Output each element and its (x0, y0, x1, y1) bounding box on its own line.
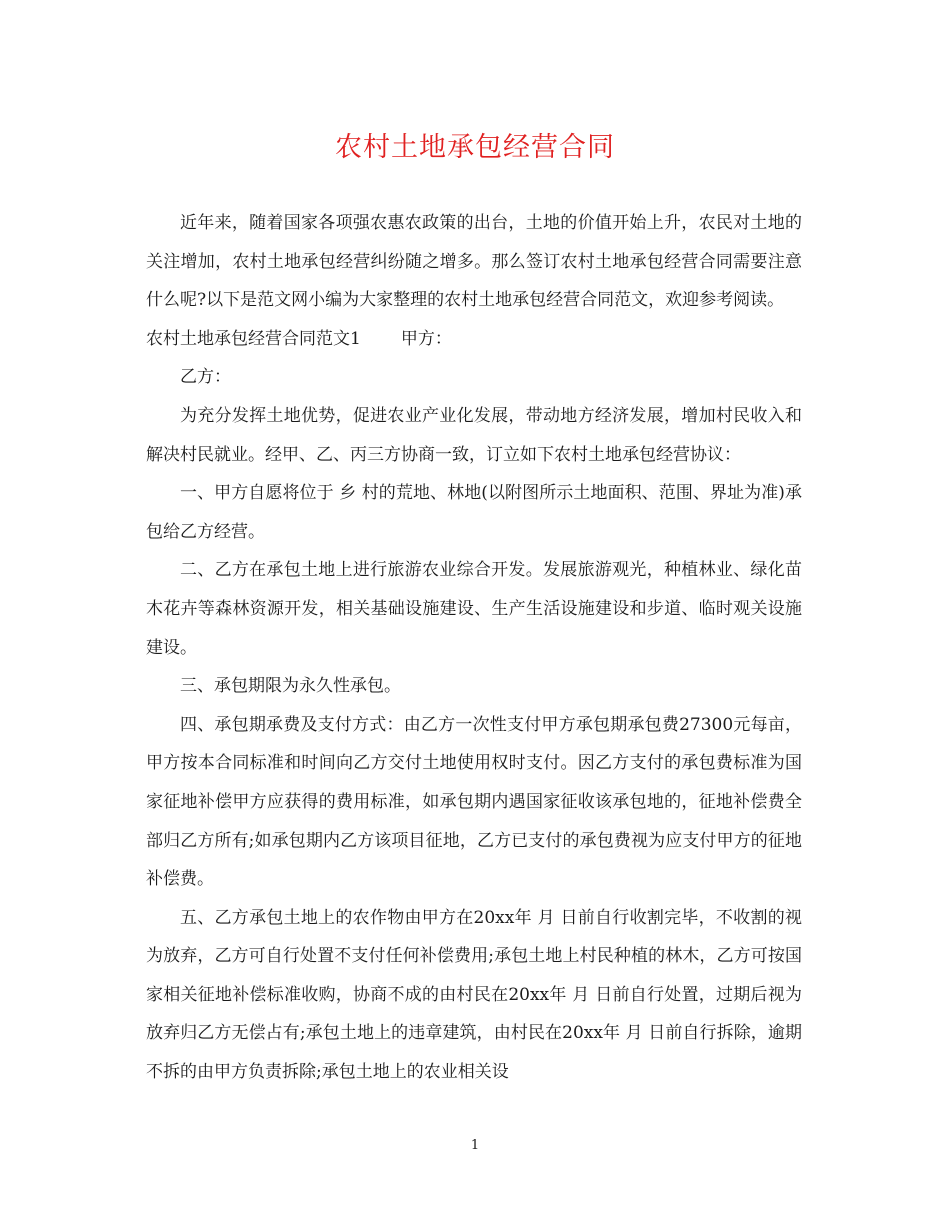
purpose-paragraph: 为充分发挥土地优势，促进农业产业化发展，带动地方经济发展，增加村民收入和解决村民就业。经甲、乙、丙三方协商一致，订立如下农村土地承包经营协议： (146, 405, 802, 465)
document-title: 农村土地承包经营合同 (335, 132, 615, 163)
intro-paragraph: 近年来，随着国家各项强农惠农政策的出台，土地的价值开始上升，农民对土地的关注增加，农村土地承包经营纠纷随之增多。那么签订农村土地承包经营合同需要注意什么呢?以下是范文网小编为大家整理的农村土地承包经营合同范文，欢迎参考阅读。 (146, 213, 802, 311)
sample-heading-line (146, 320, 802, 359)
clause-5: 五、乙方承包土地上的农作物由甲方在20xx年 月 日前自行收割完毕，不收割的视为放弃，乙方可自行处置不支付任何补偿费用;承包土地上村民种植的林木，乙方可按国家相关征地补偿标准收购，协商不成的由村民在20xx年 月 日前自行处置，过期后视为放弃归乙方无偿占有;承包土地上的违章建筑，由村民在20xx年 月 日前自行拆除，逾期不拆的由甲方负责拆除;承包土地上的农业相关设 (146, 907, 802, 1083)
page-number: 1 (470, 1138, 480, 1153)
clause-1: 一、甲方自愿将位于 乡 村的荒地、林地(以附图所示土地面积、范围、界址为准)承包给乙方经营。 (146, 483, 802, 542)
clause-3: 三、承包期限为永久性承包。 (180, 676, 401, 697)
sample-heading: 农村土地承包经营合同范文1 (146, 328, 361, 349)
document-body (146, 204, 802, 1092)
clause-4: 四、承包期承费及支付方式：由乙方一次性支付甲方承包期承包费27300元每亩，甲方按本合同标准和时间向乙方交付土地使用权时支付。因乙方支付的承包费标准为国家征地补偿甲方应获得的费用标准，如承包期内遇国家征收该承包地的，征地补偿费全部归乙方所有;如承包期内乙方该项目征地，乙方已支付的承包费视为应支付甲方的征地补偿费。 (146, 714, 802, 890)
party-a-label: 甲方： (400, 328, 452, 349)
party-b-label: 乙方： (180, 367, 231, 388)
clause-2: 二、乙方在承包土地上进行旅游农业综合开发。发展旅游观光，种植林业、绿化苗木花卉等森林资源开发，相关基础设施建设、生产生活设施建设和步道、临时观关设施建设。 (146, 560, 802, 658)
